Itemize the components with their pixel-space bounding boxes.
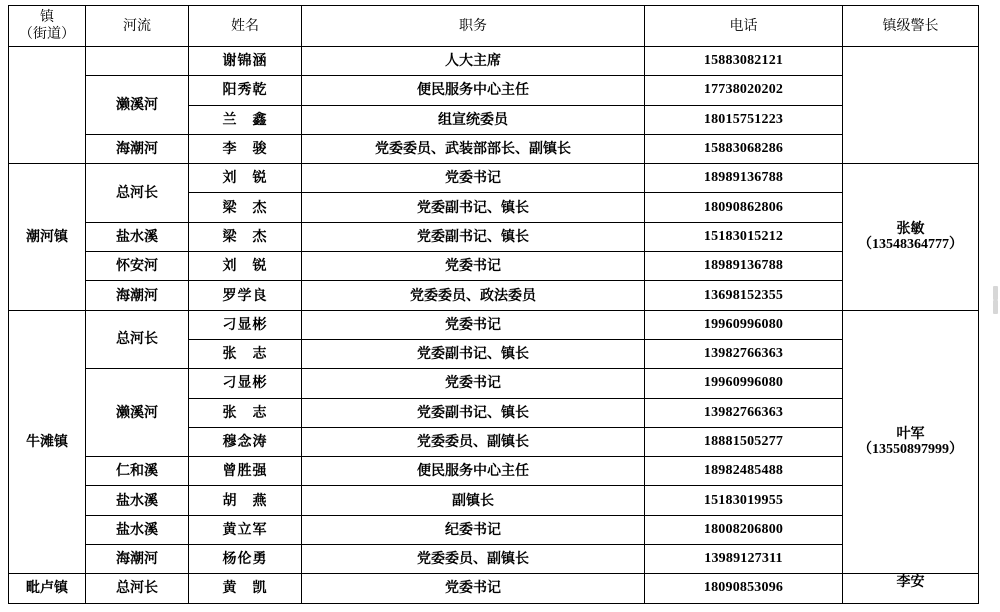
name-cell: 刘 锐 bbox=[189, 252, 302, 281]
position-cell: 党委书记 bbox=[302, 252, 645, 281]
scroll-marker bbox=[993, 300, 998, 314]
header-town: 镇 （街道） bbox=[9, 6, 86, 47]
phone-cell: 18881505277 bbox=[645, 427, 843, 456]
phone-cell: 18090862806 bbox=[645, 193, 843, 222]
position-cell: 党委委员、武装部部长、副镇长 bbox=[302, 134, 645, 163]
river-cell: 盐水溪 bbox=[86, 515, 189, 544]
name-cell: 黄 凯 bbox=[189, 574, 302, 603]
table-row bbox=[9, 545, 979, 574]
name-cell: 杨伦勇 bbox=[189, 545, 302, 574]
river-cell: 盐水溪 bbox=[86, 222, 189, 251]
position-cell: 党委副书记、镇长 bbox=[302, 339, 645, 368]
name-cell: 黄立军 bbox=[189, 515, 302, 544]
name-cell: 兰 鑫 bbox=[189, 105, 302, 134]
phone-cell: 18989136788 bbox=[645, 164, 843, 193]
river-cell: 总河长 bbox=[86, 574, 189, 603]
header-position: 职务 bbox=[302, 6, 645, 47]
name-cell: 罗学良 bbox=[189, 281, 302, 310]
table-row bbox=[9, 369, 979, 398]
name-cell: 梁 杰 bbox=[189, 222, 302, 251]
phone-cell: 18015751223 bbox=[645, 105, 843, 134]
phone-cell: 15183019955 bbox=[645, 486, 843, 515]
phone-cell: 18008206800 bbox=[645, 515, 843, 544]
position-cell: 党委副书记、镇长 bbox=[302, 398, 645, 427]
police-name: 叶军 bbox=[896, 426, 925, 442]
scroll-marker bbox=[993, 286, 998, 300]
phone-cell: 18989136788 bbox=[645, 252, 843, 281]
position-cell: 便民服务中心主任 bbox=[302, 457, 645, 486]
river-cell: 怀安河 bbox=[86, 252, 189, 281]
position-cell: 党委书记 bbox=[302, 574, 645, 603]
river-cell: 盐水溪 bbox=[86, 486, 189, 515]
table-row bbox=[9, 222, 979, 251]
phone-cell: 15883068286 bbox=[645, 134, 843, 163]
river-cell: 海潮河 bbox=[86, 134, 189, 163]
position-cell: 党委委员、副镇长 bbox=[302, 427, 645, 456]
police-name: 张敏 bbox=[896, 220, 925, 237]
position-cell: 组宣统委员 bbox=[302, 105, 645, 134]
name-cell: 胡 燕 bbox=[189, 486, 302, 515]
river-cell: 仁和溪 bbox=[86, 457, 189, 486]
police-cell bbox=[843, 574, 979, 603]
table-row bbox=[9, 310, 979, 339]
position-cell: 党委委员、政法委员 bbox=[302, 281, 645, 310]
police-cell bbox=[843, 47, 979, 164]
river-cell: 濑溪河 bbox=[86, 76, 189, 135]
header-phone: 电话 bbox=[645, 6, 843, 47]
table-row bbox=[9, 574, 979, 603]
town-cell bbox=[9, 47, 86, 164]
header-police: 镇级警长 bbox=[843, 6, 979, 47]
phone-cell: 19960996080 bbox=[645, 369, 843, 398]
phone-cell: 18982485488 bbox=[645, 457, 843, 486]
position-cell: 党委书记 bbox=[302, 164, 645, 193]
name-cell: 曾胜强 bbox=[189, 457, 302, 486]
phone-cell: 13989127311 bbox=[645, 545, 843, 574]
name-cell: 刁显彬 bbox=[189, 310, 302, 339]
river-cell: 总河长 bbox=[86, 310, 189, 369]
phone-cell: 15883082121 bbox=[645, 47, 843, 76]
name-cell: 穆念涛 bbox=[189, 427, 302, 456]
header-river: 河流 bbox=[86, 6, 189, 47]
position-cell: 副镇长 bbox=[302, 486, 645, 515]
position-cell: 党委副书记、镇长 bbox=[302, 222, 645, 251]
header-name: 姓名 bbox=[189, 6, 302, 47]
phone-cell: 13982766363 bbox=[645, 339, 843, 368]
town-cell: 潮河镇 bbox=[9, 164, 86, 310]
table-row bbox=[9, 252, 979, 281]
name-cell: 张 志 bbox=[189, 398, 302, 427]
position-cell: 党委副书记、镇长 bbox=[302, 193, 645, 222]
table-row bbox=[9, 281, 979, 310]
police-cell bbox=[843, 164, 979, 310]
name-cell: 李 骏 bbox=[189, 134, 302, 163]
table-row bbox=[9, 47, 979, 76]
phone-cell: 13698152355 bbox=[645, 281, 843, 310]
header-row bbox=[9, 6, 979, 47]
phone-cell: 15183015212 bbox=[645, 222, 843, 251]
name-cell: 谢锦涵 bbox=[189, 47, 302, 76]
table-row bbox=[9, 76, 979, 105]
phone-cell: 19960996080 bbox=[645, 310, 843, 339]
position-cell: 党委书记 bbox=[302, 310, 645, 339]
town-cell: 牛滩镇 bbox=[9, 310, 86, 574]
table-row bbox=[9, 164, 979, 193]
name-cell: 阳秀乾 bbox=[189, 76, 302, 105]
table-row bbox=[9, 486, 979, 515]
phone-cell: 17738020202 bbox=[645, 76, 843, 105]
table-row bbox=[9, 515, 979, 544]
river-cell: 濑溪河 bbox=[86, 369, 189, 457]
river-cell: 海潮河 bbox=[86, 545, 189, 574]
name-cell: 刁显彬 bbox=[189, 369, 302, 398]
table-row bbox=[9, 134, 979, 163]
phone-cell: 18090853096 bbox=[645, 574, 843, 603]
police-name: 李安 bbox=[896, 574, 925, 591]
phone-cell: 13982766363 bbox=[645, 398, 843, 427]
table-row bbox=[9, 457, 979, 486]
name-cell: 张 志 bbox=[189, 339, 302, 368]
name-cell: 梁 杰 bbox=[189, 193, 302, 222]
river-chief-table bbox=[8, 5, 979, 604]
town-cell: 毗卢镇 bbox=[9, 574, 86, 603]
police-phone: （13550897999） bbox=[858, 442, 963, 457]
river-cell: 总河长 bbox=[86, 164, 189, 223]
police-cell bbox=[843, 310, 979, 574]
river-cell bbox=[86, 47, 189, 76]
position-cell: 人大主席 bbox=[302, 47, 645, 76]
position-cell: 党委委员、副镇长 bbox=[302, 545, 645, 574]
position-cell: 党委书记 bbox=[302, 369, 645, 398]
river-cell: 海潮河 bbox=[86, 281, 189, 310]
position-cell: 便民服务中心主任 bbox=[302, 76, 645, 105]
police-phone: （13548364777） bbox=[858, 236, 963, 252]
name-cell: 刘 锐 bbox=[189, 164, 302, 193]
position-cell: 纪委书记 bbox=[302, 515, 645, 544]
